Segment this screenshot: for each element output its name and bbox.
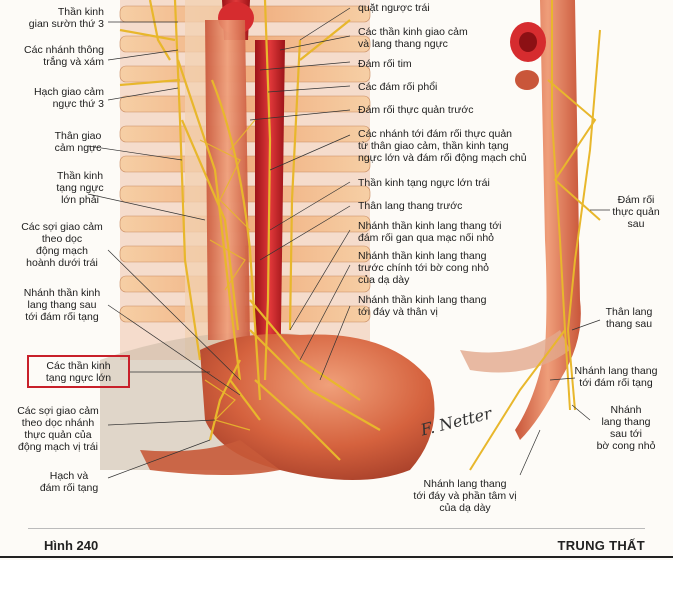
label-posterior-esophageal-plexus: Đám rối thực quản sau: [612, 194, 660, 230]
label-left-gastric-fibers: Các sợi giao cảm theo dọc nhánh thực quản của động mạch vị trái: [17, 405, 99, 453]
label-pulmonary-plexuses: Các đám rối phổi: [358, 81, 438, 93]
caption-rule: [28, 528, 645, 529]
label-greater-splanchnic-nerves: Các thần kinh tạng ngực lớn: [45, 360, 112, 384]
artist-signature: F. Netter: [418, 403, 494, 440]
esophagus: [205, 20, 250, 340]
label-anterior-esophageal-plexus: Đám rối thực quản trước: [358, 104, 474, 116]
label-posterior-vagal-lesser-curvature: Nhánh lang thang sau tới bờ cong nhỏ: [596, 404, 656, 452]
section-title: TRUNG THẤT: [557, 538, 645, 553]
label-anterior-vagal-lesser-curvature: Nhánh thần kinh lang thang trước chính tới bờ cong nhỏ của dạ dày: [358, 250, 489, 286]
label-vagal-to-fundus-cardia: Nhánh lang thang tới đáy và phần tâm vị của dạ dày: [413, 478, 517, 514]
footer-rule: [0, 556, 673, 558]
label-vagal-to-hepatic-plexus: Nhánh thần kinh lang thang tới đám rối gan qua mạc nối nhỏ: [358, 220, 502, 244]
highlight-box: [27, 355, 130, 388]
label-vagal-to-fundus: Nhánh thần kinh lang thang tới đáy và thân vị: [358, 294, 487, 318]
label-rami-communicantes: Các nhánh thông trắng và xám: [24, 44, 104, 68]
label-intercostal-nerve-3: Thần kinh gian sườn thứ 3: [28, 6, 104, 30]
label-inferior-phrenic-fibers: Các sợi giao cảm theo dọc động mạch hoành dưới trái: [21, 221, 103, 269]
label-branches-to-esophageal-plexus: Các nhánh tới đám rối thực quản từ thân giao cảm, thần kinh tạng ngực lớn và đám rối động mạch chủ: [358, 128, 527, 164]
label-vagal-to-celiac-plexus: Nhánh lang thang tới đám rối tạng: [574, 365, 658, 389]
label-anterior-vagal-trunk: Thân lang thang trước: [358, 200, 463, 212]
label-thoracic-vagal-nerves: Các thần kinh giao cảm và lang thang ngực: [358, 26, 468, 50]
label-cardiac-plexus: Đám rối tim: [358, 58, 412, 70]
label-recurrent-laryngeal: quặt ngược trái: [358, 2, 430, 14]
label-posterior-vagal-trunk: Thân lang thang sau: [605, 306, 653, 330]
label-celiac-ganglia: Hạch và đám rối tạng: [39, 470, 99, 494]
label-sympathetic-ganglion-3: Hạch giao cảm ngực thứ 3: [33, 86, 104, 110]
label-posterior-vagal-to-celiac: Nhánh thần kinh lang thang sau tới đám rối tạng: [23, 287, 101, 323]
label-thoracic-sympathetic-trunk: Thân giao cảm ngực: [54, 130, 102, 154]
figure-number: Hình 240: [44, 538, 99, 553]
label-left-greater-splanchnic: Thần kinh tạng ngực lớn trái: [358, 177, 490, 189]
label-right-greater-splanchnic: Thần kinh tạng ngực lớn phải: [56, 170, 104, 206]
